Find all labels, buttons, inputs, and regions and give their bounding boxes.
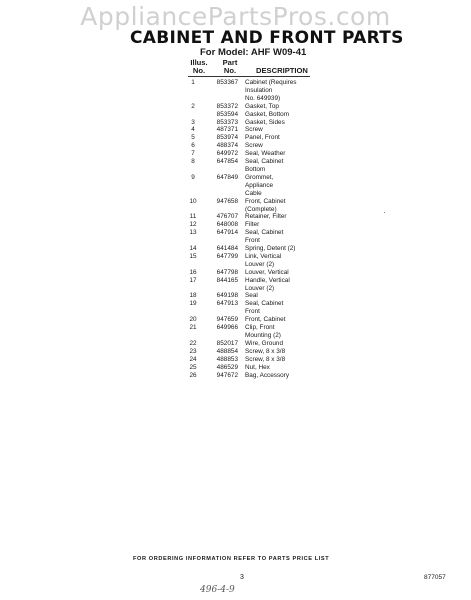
part-no: 947658: [216, 197, 238, 205]
part-description: Screw, 8 x 3/8: [245, 347, 286, 355]
illus-no: 15: [189, 252, 197, 260]
part-no: 488853: [216, 355, 238, 363]
illus-no: 16: [189, 268, 197, 276]
part-no: 853367: [216, 79, 238, 86]
table-row: [186, 87, 326, 95]
illus-no: 2: [191, 102, 195, 110]
part-no: 853594: [216, 110, 238, 118]
table-row: [186, 182, 326, 190]
table-row: [186, 134, 326, 142]
header-part-no: [215, 59, 245, 75]
table-row: [186, 277, 326, 285]
part-no: [200, 87, 245, 95]
part-description: Screw: [245, 142, 263, 150]
table-row: [186, 111, 326, 119]
part-description: Cable: [245, 189, 262, 197]
part-description: Seal: [245, 292, 258, 300]
illus-no: [186, 285, 200, 293]
part-description: Link, Vertical: [245, 252, 282, 260]
part-description: Clip, Front: [245, 324, 275, 332]
part-description: Bottom: [245, 165, 266, 173]
part-description: Louver (2): [245, 284, 275, 292]
part-description: Handle, Vertical: [245, 276, 290, 284]
part-description: Nut, Hex: [245, 363, 270, 371]
table-row: [186, 213, 326, 221]
table-row: [186, 237, 326, 245]
table-row: [186, 206, 326, 214]
part-no: [200, 285, 245, 293]
part-description: Grommet,: [245, 173, 274, 181]
part-no: 647799: [216, 252, 238, 260]
header-part-line1: Part: [222, 58, 238, 67]
part-no: [200, 308, 245, 316]
part-no: 487371: [216, 126, 238, 134]
table-row: [186, 332, 326, 340]
part-no: 853373: [216, 118, 238, 126]
illus-no: 23: [189, 347, 197, 355]
illus-no: [186, 166, 200, 174]
illus-no: 21: [189, 324, 197, 332]
illus-no: 25: [189, 363, 197, 371]
part-no: [200, 332, 245, 340]
ordering-footer: FOR ORDERING INFORMATION REFER TO PARTS PRICE LIST: [133, 556, 330, 562]
table-row: [186, 308, 326, 316]
part-description: Bag, Accessory: [245, 371, 290, 379]
illus-no: 19: [189, 300, 197, 308]
part-no: 647849: [216, 173, 238, 181]
table-row: [186, 190, 326, 198]
watermark: AppliancePartsPros.com: [80, 2, 391, 31]
table-row: [186, 372, 326, 380]
part-description: Louver (2): [245, 260, 275, 268]
illus-no: [186, 332, 200, 340]
part-no: 486529: [216, 363, 238, 371]
table-row: [186, 316, 326, 324]
table-row: [186, 79, 326, 87]
part-no: 476707: [216, 213, 238, 221]
illus-no: 22: [189, 339, 197, 347]
illus-no: 14: [189, 245, 197, 253]
header-rule: [188, 76, 310, 77]
handwritten-note: 496-4-9: [200, 585, 235, 595]
illus-no: 10: [189, 197, 197, 205]
part-no: 488854: [216, 347, 238, 355]
table-row: [186, 253, 326, 261]
part-description: Cabinet (Requires: [245, 79, 297, 86]
table-row: [186, 229, 326, 237]
illus-no: 9: [191, 173, 195, 181]
table-row: [186, 324, 326, 332]
part-description: Front: [245, 237, 260, 245]
part-description: No. 649939): [245, 94, 281, 102]
illus-no: 13: [189, 229, 197, 237]
part-no: 647798: [216, 268, 238, 276]
part-description: Front: [245, 308, 260, 316]
header-part-line2: No.: [223, 66, 237, 75]
part-description: Louver, Vertical: [245, 268, 289, 276]
table-row: [186, 356, 326, 364]
illus-no: 12: [189, 221, 197, 229]
illus-no: 11: [189, 213, 197, 221]
table-row: [186, 119, 326, 127]
part-description: Gasket, Sides: [245, 118, 285, 126]
illus-no: 26: [189, 371, 197, 379]
part-no: [200, 166, 245, 174]
table-row: [186, 340, 326, 348]
scan-speck: [384, 212, 385, 213]
table-row: [186, 142, 326, 150]
part-description: Front, Cabinet: [245, 197, 286, 205]
illus-no: 24: [189, 355, 197, 363]
part-no: [200, 95, 245, 103]
illus-no: [186, 87, 200, 95]
page-number: 3: [240, 574, 244, 581]
illus-no: 8: [191, 158, 195, 166]
part-no: 488374: [216, 142, 238, 150]
illus-no: 18: [189, 292, 197, 300]
part-description: Seal, Cabinet: [245, 229, 284, 237]
part-description: Screw, 8 x 3/8: [245, 355, 286, 363]
part-no: [200, 182, 245, 190]
table-row: [186, 364, 326, 372]
table-row: [186, 348, 326, 356]
illus-no: 3: [191, 118, 195, 126]
illus-no: [186, 206, 200, 214]
part-description: Retainer, Filter: [245, 213, 287, 221]
part-description: Spring, Detent (2): [245, 245, 296, 253]
table-row: [186, 221, 326, 229]
model-line: For Model: AHF W09-41: [200, 47, 307, 58]
part-description: Filter: [245, 221, 260, 229]
illus-no: 20: [189, 316, 197, 324]
table-row: [186, 166, 326, 174]
page-title: CABINET AND FRONT PARTS: [130, 28, 404, 48]
part-no: 647913: [216, 300, 238, 308]
part-description: Wire, Ground: [245, 339, 284, 347]
part-description: Seal, Cabinet: [245, 158, 284, 166]
part-no: 641484: [216, 245, 238, 253]
illus-no: 6: [191, 142, 195, 150]
header-illus-line1: Illus.: [190, 58, 208, 67]
part-description: Gasket, Top: [245, 102, 279, 110]
header-illus-line2: No.: [192, 66, 206, 75]
part-no: 649966: [216, 324, 238, 332]
table-row: [186, 261, 326, 269]
part-description: Front, Cabinet: [245, 316, 286, 324]
document-number: 877057: [424, 574, 446, 581]
illus-no: [186, 111, 200, 119]
part-no: 649198: [216, 292, 238, 300]
table-row: [186, 198, 326, 206]
table-row: [186, 269, 326, 277]
illus-no: [186, 182, 200, 190]
illus-no: 5: [191, 134, 195, 142]
part-description: Seal, Weather: [245, 150, 286, 158]
table-row: [186, 150, 326, 158]
table-row: [186, 126, 326, 134]
illus-no: 1: [191, 79, 195, 86]
part-no: [200, 237, 245, 245]
part-no: 947659: [216, 316, 238, 324]
part-description: (Complete): [245, 205, 277, 213]
part-no: 647854: [216, 158, 238, 166]
part-no: 649972: [216, 150, 238, 158]
part-no: 647914: [216, 229, 238, 237]
header-illus-no: [188, 59, 210, 75]
header-description: DESCRIPTION: [256, 66, 308, 75]
illus-no: [186, 308, 200, 316]
illus-no: 17: [189, 276, 197, 284]
part-description: Appliance: [245, 181, 274, 189]
part-no: 844165: [216, 276, 238, 284]
part-no: [200, 261, 245, 269]
table-row: [186, 174, 326, 182]
illus-no: [186, 95, 200, 103]
part-description: Screw: [245, 126, 263, 134]
part-description: Panel, Front: [245, 134, 280, 142]
part-no: 853974: [216, 134, 238, 142]
illus-no: [186, 190, 200, 198]
illus-no: [186, 261, 200, 269]
illus-no: 4: [191, 126, 195, 134]
table-row: [186, 292, 326, 300]
table-row: [186, 300, 326, 308]
table-row: [186, 95, 326, 103]
part-no: [200, 190, 245, 198]
part-description: Mounting (2): [245, 332, 281, 339]
part-no: [200, 206, 245, 214]
parts-list: [186, 79, 326, 379]
table-row: [186, 103, 326, 111]
part-description: Seal, Cabinet: [245, 300, 284, 308]
part-description: Gasket, Bottom: [245, 110, 290, 118]
table-row: [186, 285, 326, 293]
table-row: [186, 158, 326, 166]
part-no: 648008: [216, 221, 238, 229]
part-no: 853372: [216, 102, 238, 110]
illus-no: [186, 237, 200, 245]
part-no: 947672: [216, 371, 238, 379]
table-row: [186, 245, 326, 253]
illus-no: 7: [191, 150, 195, 158]
part-no: 852017: [216, 339, 238, 347]
part-description: Insulation: [245, 86, 273, 94]
